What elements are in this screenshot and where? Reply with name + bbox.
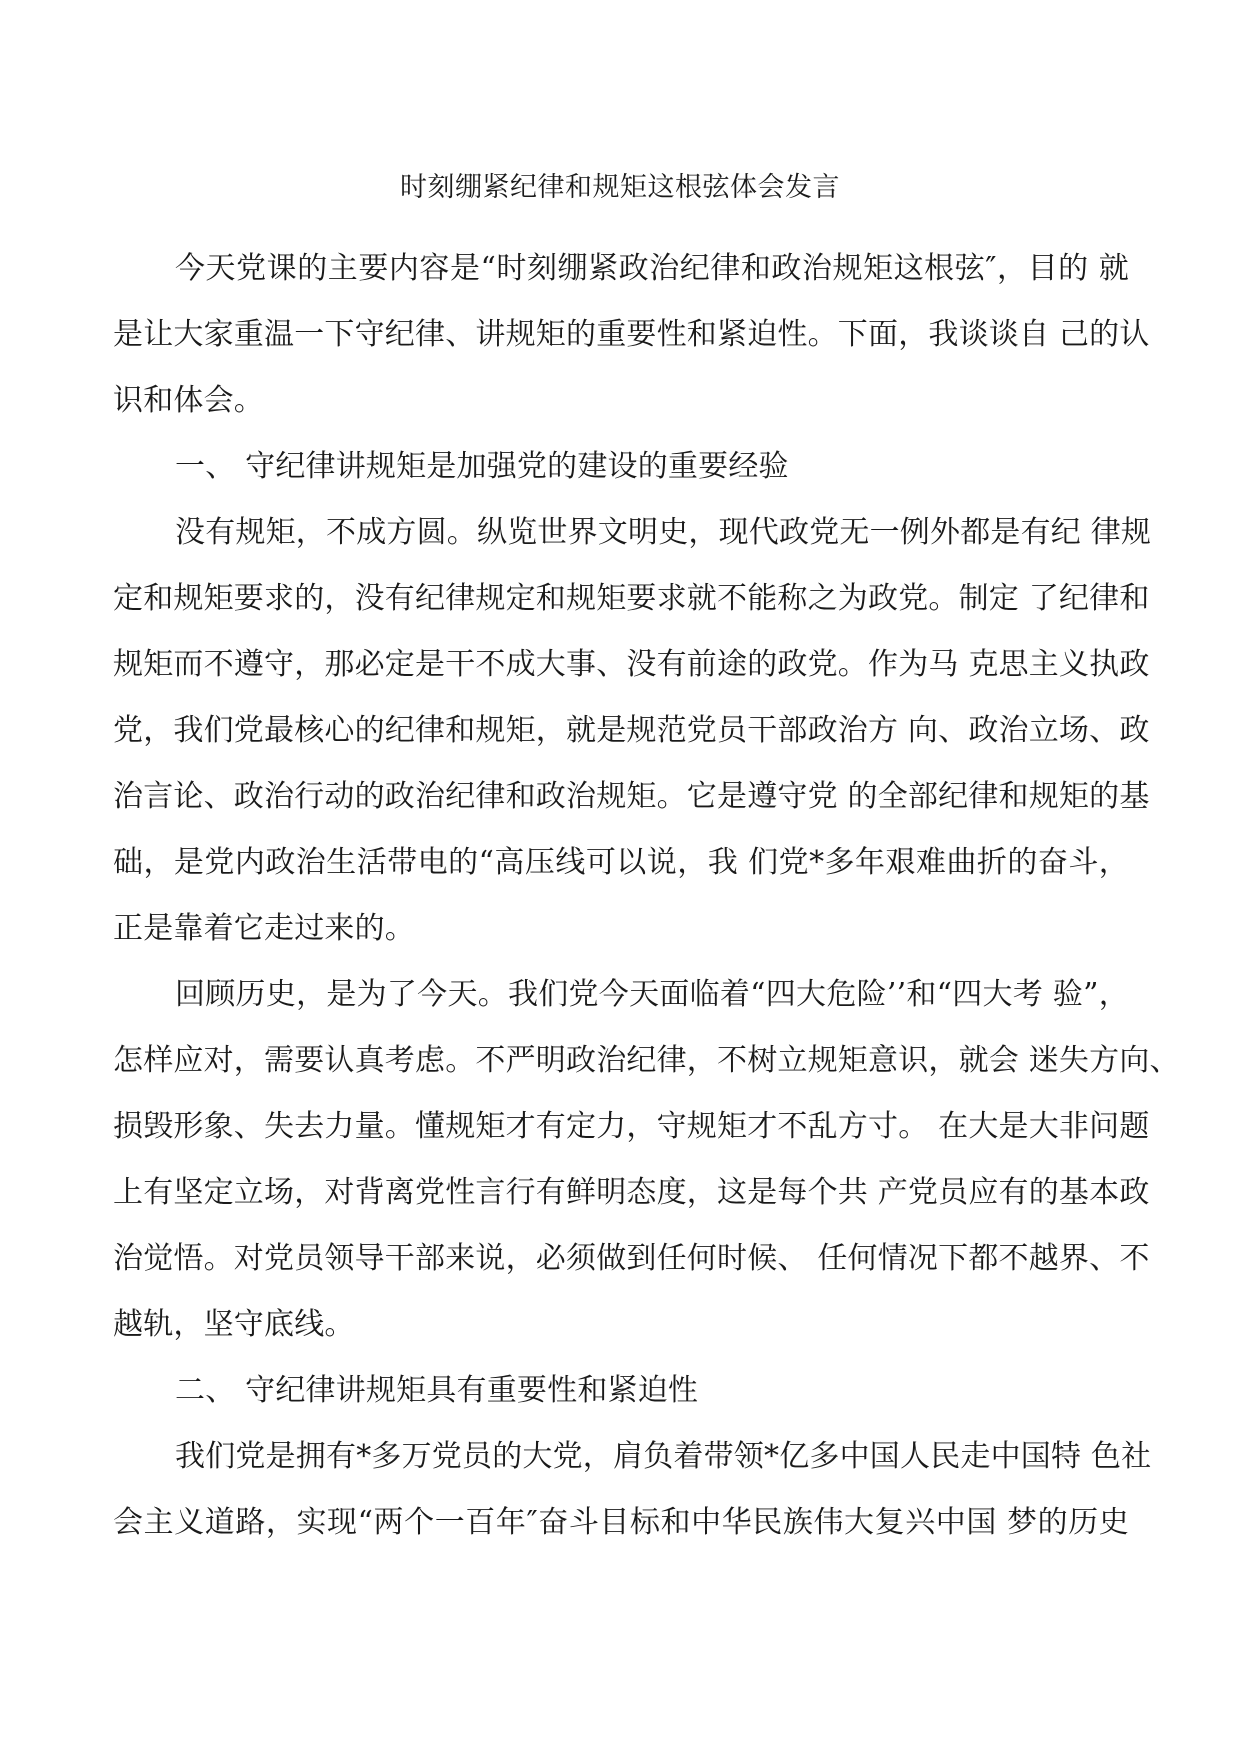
text-line: 越轨，坚守底线。 bbox=[113, 1307, 355, 1342]
text-line: 是让大家重温一下守纪律、讲规矩的重要性和紧迫性。下面，我谈谈自 己的认 bbox=[113, 317, 1150, 352]
text-line: 党，我们党最核心的纪律和规矩，就是规范党员干部政治方 向、政治立场、政 bbox=[113, 713, 1150, 748]
heading-line: 一、 守纪律讲规矩是加强党的建设的重要经验 bbox=[175, 449, 789, 484]
text-line: 今天党课的主要内容是“时刻绷紧政治纪律和政治规矩这根弦″，目的 就 bbox=[175, 251, 1129, 286]
text-line: 治觉悟。对党员领导干部来说，必须做到任何时候、 任何情况下都不越界、不 bbox=[113, 1241, 1150, 1276]
text-line: 规矩而不遵守，那必定是干不成大事、没有前途的政党。作为马 克思主义执政 bbox=[113, 647, 1150, 682]
text-line: 我们党是拥有*多万党员的大党，肩负着带领*亿多中国人民走中国特 色社 bbox=[175, 1439, 1152, 1474]
text-line: 怎样应对，需要认真考虑。不严明政治纪律，不树立规矩意识，就会 迷失方向、 bbox=[113, 1043, 1180, 1078]
text-line: 础，是党内政治生活带电的“高压线可以说，我 们党*多年艰难曲折的奋斗， bbox=[113, 845, 1129, 880]
document-body bbox=[113, 236, 1180, 1556]
section-heading-1 bbox=[113, 434, 1129, 500]
text-line: 损毁形象、失去力量。懂规矩才有定力，守规矩才不乱方寸。 在大是大非问题 bbox=[113, 1109, 1150, 1144]
paragraph-rules-history bbox=[113, 500, 1152, 962]
text-line: 识和体会。 bbox=[113, 383, 264, 418]
text-line: 上有坚定立场，对背离党性言行有鲜明态度，这是每个共 产党员应有的基本政 bbox=[113, 1175, 1150, 1210]
document-title: 时刻绷紧纪律和规矩这根弦体会发言 bbox=[400, 172, 840, 203]
heading-line: 二、 守纪律讲规矩具有重要性和紧迫性 bbox=[175, 1373, 699, 1408]
paragraph-party-mission bbox=[113, 1424, 1152, 1556]
text-line: 会主义道路，实现“两个一百年″奋斗目标和中华民族伟大复兴中国 梦的历史 bbox=[113, 1505, 1129, 1540]
paragraph-intro bbox=[113, 236, 1150, 434]
text-line: 治言论、政治行动的政治纪律和政治规矩。它是遵守党 的全部纪律和规矩的基 bbox=[113, 779, 1150, 814]
text-line: 没有规矩，不成方圆。纵览世界文明史，现代政党无一例外都是有纪 律规 bbox=[175, 515, 1152, 550]
text-line: 回顾历史，是为了今天。我们党今天面临着“四大危险’’和“四大考 验”， bbox=[175, 977, 1129, 1012]
paragraph-review-history bbox=[113, 962, 1180, 1358]
text-line: 正是靠着它走过来的。 bbox=[113, 911, 415, 946]
text-line: 定和规矩要求的，没有纪律规定和规矩要求就不能称之为政党。制定 了纪律和 bbox=[113, 581, 1150, 616]
section-heading-2 bbox=[113, 1358, 1129, 1424]
